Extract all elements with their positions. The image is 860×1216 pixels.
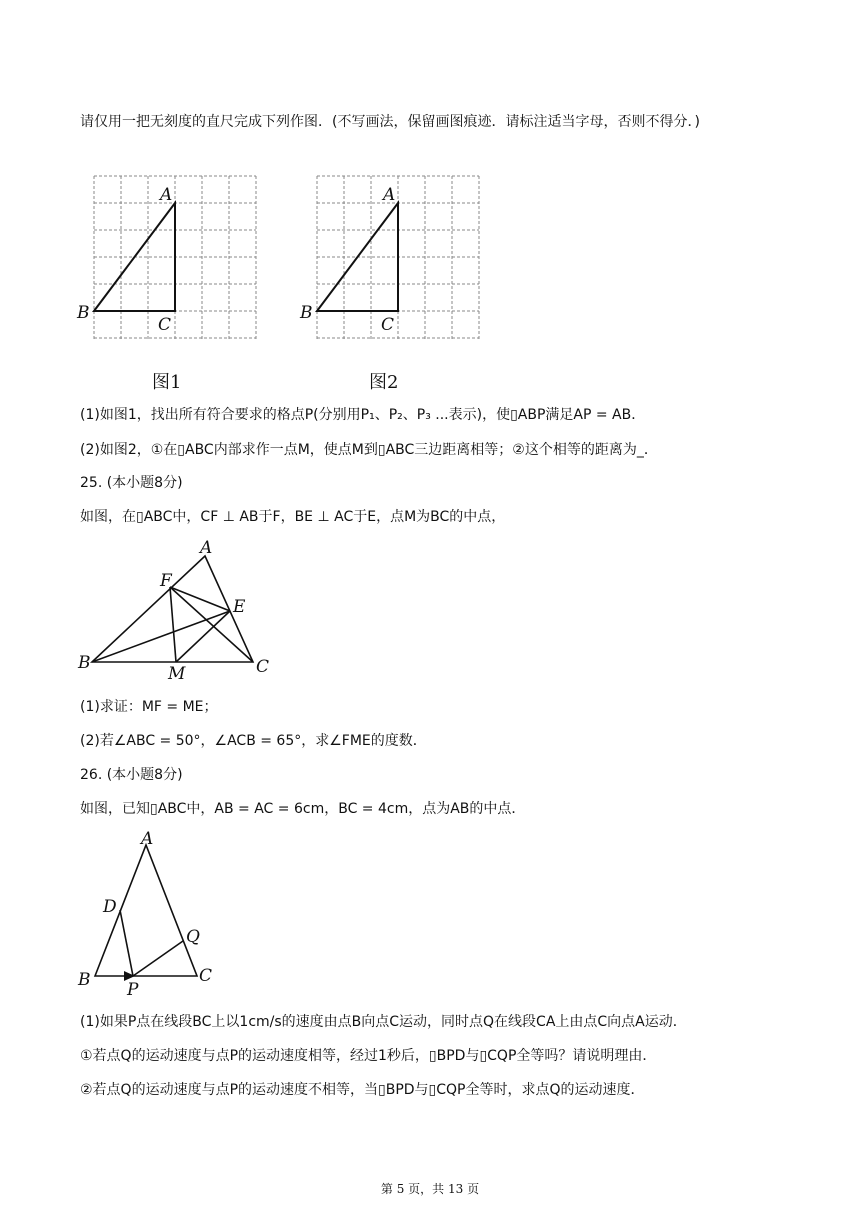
- question-26-heading: 26. (本小题8分): [80, 767, 183, 783]
- instruction-text: 请仅用一把无刻度的直尺完成下列作图．(不写画法，保留画图痕迹．请标注适当字母，否则不得分．): [80, 114, 700, 130]
- question-25-part-2: (2)若∠ABC = 50°，∠ACB = 65°，求∠FME的度数．: [80, 733, 427, 749]
- label-c: C: [199, 966, 213, 986]
- label-e: E: [233, 597, 246, 617]
- label-d: D: [103, 897, 117, 917]
- label-m: M: [168, 664, 186, 684]
- question-25-heading: 25. (本小题8分): [80, 475, 183, 491]
- label-b: B: [78, 653, 91, 673]
- question-24-part-1: (1)如图1，找出所有符合要求的格点P(分别用P₁、P₂、P₃ ...表示)，使▯ABP满足AP = AB．: [80, 407, 646, 423]
- figure-question-26: [72, 826, 222, 998]
- label-c: C: [158, 315, 172, 335]
- label-q: Q: [186, 927, 200, 947]
- label-b: B: [78, 970, 91, 990]
- label-p: P: [127, 980, 139, 998]
- question-26-part-1a: ①若点Q的运动速度与点P的运动速度相等，经过1秒后，▯BPD与▯CQP全等吗？请说明理由．: [80, 1048, 657, 1064]
- label-a: A: [160, 185, 173, 205]
- label-b: B: [300, 303, 313, 323]
- question-25-part-1: (1)求证：MF = ME；: [80, 699, 218, 715]
- grid-figure-2: [297, 172, 487, 344]
- figure-question-25: [72, 534, 277, 684]
- figure-1-caption: 图1: [152, 372, 182, 393]
- question-26-part-1: (1)如果P点在线段BC上以1cm/s的速度由点B向点C运动，同时点Q在线段CA上由点C向点A运动．: [80, 1014, 687, 1030]
- question-26-part-1b: ②若点Q的运动速度与点P的运动速度不相等，当▯BPD与▯CQP全等时，求点Q的运动速度．: [80, 1082, 645, 1098]
- question-25-stem: 如图，在▯ABC中，CF ⊥ AB于F，BE ⊥ AC于E，点M为BC的中点，: [80, 509, 506, 525]
- label-c: C: [381, 315, 395, 335]
- label-f: F: [160, 571, 172, 591]
- figure-2-caption: 图2: [369, 372, 399, 393]
- label-c: C: [256, 657, 270, 677]
- question-26-stem: 如图，已知▯ABC中，AB = AC = 6cm，BC = 4cm，点为AB的中点．: [80, 801, 526, 817]
- grid-figure-1: [74, 172, 264, 344]
- triangle-abc-lines: [92, 556, 253, 662]
- label-a: A: [200, 538, 213, 558]
- page-footer: 第 5 页，共 13 页: [380, 1182, 480, 1196]
- label-a: A: [383, 185, 396, 205]
- label-a: A: [141, 829, 154, 849]
- question-24-part-2: (2)如图2，①在▯ABC内部求作一点M，使点M到▯ABC三边距离相等；②这个相等的距离为_．: [80, 442, 658, 458]
- label-b: B: [77, 303, 90, 323]
